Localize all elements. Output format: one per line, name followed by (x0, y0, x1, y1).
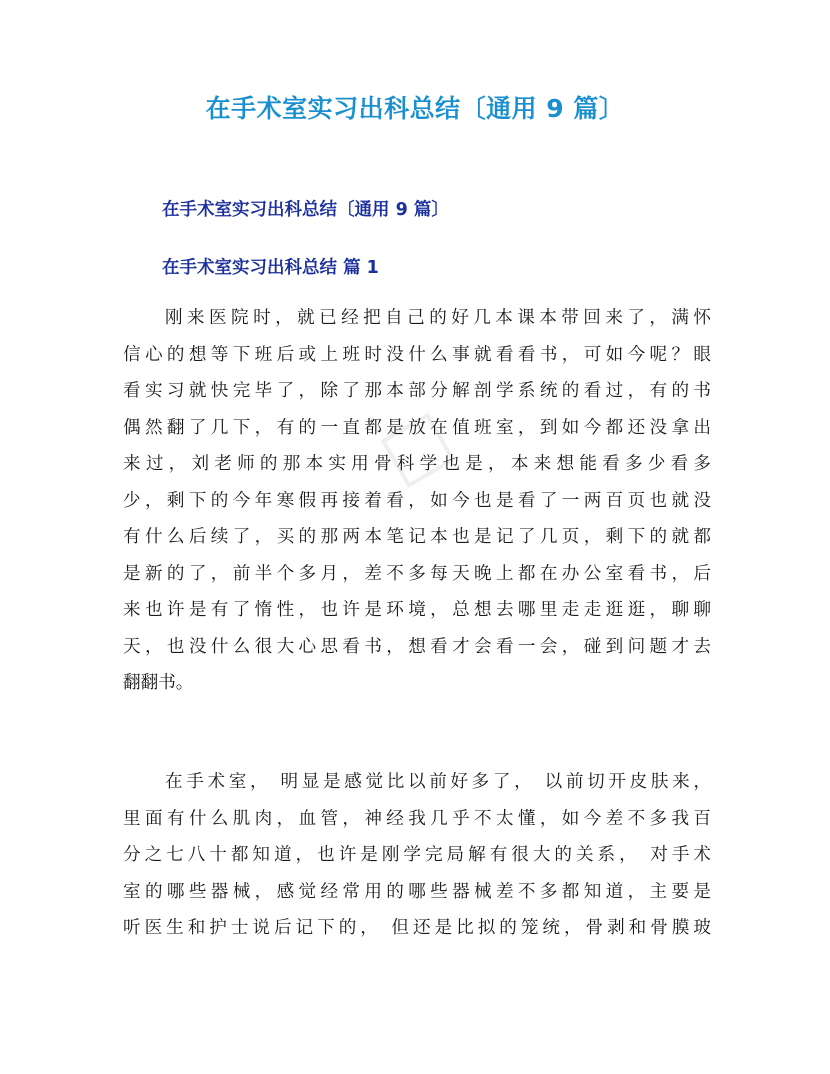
text-line: 天，也没什么很大心思看书，想看才会看一会，碰到问题才去 (123, 636, 711, 657)
text-line: 是新的了，前半个多月，差不多每天晚上都在办公室看书，后 (123, 563, 711, 584)
text-line: 里面有什么肌肉，血管，神经我几乎不太懂，如今差不多我百 (123, 808, 711, 829)
text-line: 翻翻书。 (123, 673, 194, 693)
text-line: 偶然翻了几下，有的一直都是放在值班室，到如今都还没拿出 (123, 417, 711, 438)
text-line: 少，剩下的今年寒假再接着看，如今也是看了一两百页也就没 (123, 490, 711, 511)
text-line: 在手术室， 明显是感觉比以前好多了， 以前切开皮肤来， (165, 772, 711, 792)
paragraph-1 (123, 300, 711, 702)
text-line: 分之七八十都知道，也许是刚学完局解有很大的关系， 对手术 (123, 845, 711, 865)
watermark-graphic: □ (364, 391, 466, 499)
paragraph-2 (123, 764, 711, 947)
document-title: 在手术室实习出科总结〔通用 9 篇〕 (205, 94, 625, 123)
text-line: 信心的想等下班后或上班时没什么事就看看书，可如今呢？眼 (123, 344, 711, 365)
text-line: 来也许是有了惰性，也许是环境，总想去哪里走走逛逛，聊聊 (123, 600, 711, 620)
text-line: 听医生和护士说后记下的， 但还是比拟的笼统，骨剥和骨膜玻 (123, 918, 711, 938)
text-line: 刚来医院时，就已经把自己的好几本课本带回来了，满怀 (165, 308, 711, 328)
text-line: 有什么后续了，买的那两本笔记本也是记了几页，剩下的就都 (123, 527, 711, 547)
article-heading: 在手术室实习出科总结 篇 1 (162, 258, 379, 278)
section-heading: 在手术室实习出科总结〔通用 9 篇〕 (162, 200, 449, 220)
text-line: 室的哪些器械，感觉经常用的哪些器械差不多都知道，主要是 (123, 881, 711, 902)
text-line: 来过，刘老师的那本实用骨科学也是，本来想能看多少看多 (123, 454, 711, 474)
text-line: 看实习就快完毕了，除了那本部分解剖学系统的看过，有的书 (123, 381, 711, 401)
